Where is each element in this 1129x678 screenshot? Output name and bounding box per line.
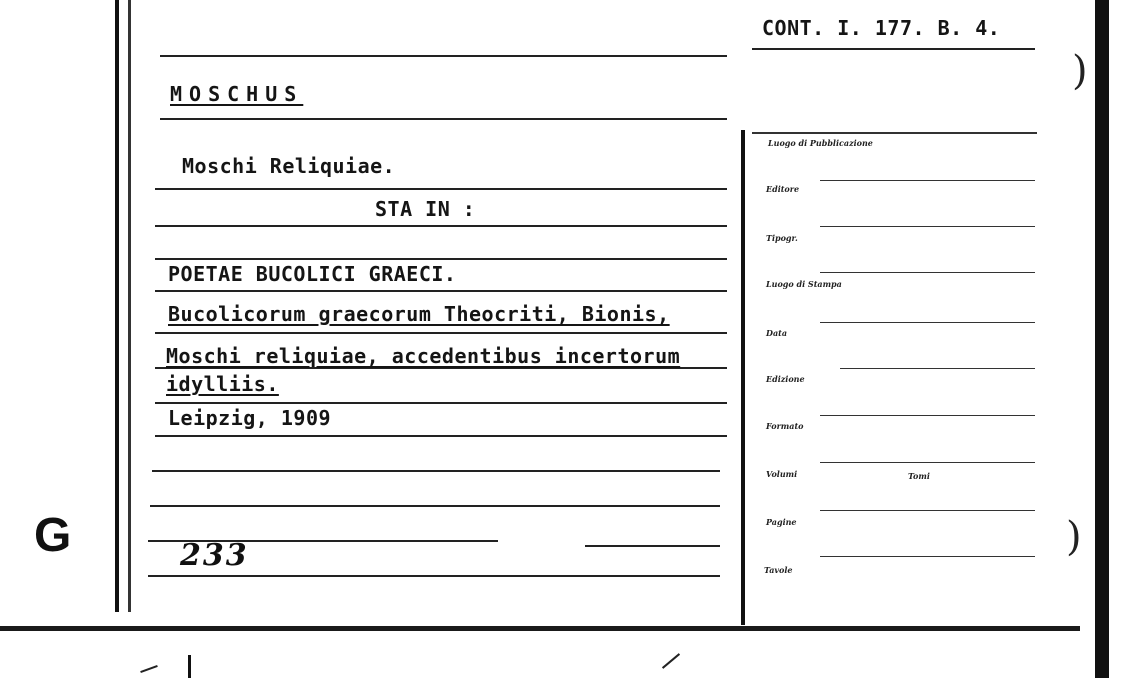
below-card-mark xyxy=(140,665,158,673)
rule-line xyxy=(152,470,720,472)
card-left-border xyxy=(115,0,119,612)
label-pagine: Pagine xyxy=(766,517,797,527)
form-line xyxy=(840,368,1035,369)
below-card-stroke xyxy=(188,655,191,678)
rule-line xyxy=(160,118,727,120)
side-letter: G xyxy=(34,509,72,562)
handwritten-number: 233 xyxy=(180,538,249,573)
title-text: Moschi Reliquiae. xyxy=(182,154,396,178)
rule-line xyxy=(155,290,727,292)
form-line xyxy=(820,322,1035,323)
right-edge-bar xyxy=(1095,0,1109,678)
rule-line xyxy=(155,332,727,334)
form-line xyxy=(820,556,1035,557)
call-number: CONT. I. 177. B. 4. xyxy=(762,16,1001,40)
label-tomi: Tomi xyxy=(908,471,930,481)
description-line-3: idylliis. xyxy=(166,372,279,396)
label-tavole: Tavole xyxy=(764,565,793,575)
description-line-2: Moschi reliquiae, accedentibus incertorum xyxy=(166,344,681,368)
place-year: Leipzig, 1909 xyxy=(168,406,332,430)
label-data: Data xyxy=(766,328,787,338)
card-bottom-edge xyxy=(0,626,1080,631)
label-formato: Formato xyxy=(766,421,804,431)
right-bracket-bottom: ) xyxy=(1066,514,1082,560)
form-line xyxy=(820,180,1035,181)
series-title: POETAE BUCOLICI GRAECI. xyxy=(168,262,457,286)
right-bracket-top: ) xyxy=(1072,48,1088,94)
form-top-line xyxy=(752,132,1037,134)
rule-line xyxy=(585,545,720,547)
form-panel-divider xyxy=(741,130,745,625)
rule-line xyxy=(155,258,727,260)
call-number-line xyxy=(752,48,1035,50)
label-tipografia: Tipogr. xyxy=(766,233,798,243)
label-volumi: Volumi xyxy=(766,469,798,479)
rule-line xyxy=(155,225,727,227)
form-line xyxy=(820,272,1035,273)
form-line xyxy=(820,226,1035,227)
rule-line xyxy=(155,435,727,437)
rule-line xyxy=(150,505,720,507)
label-editore: Editore xyxy=(766,184,800,194)
author-heading: MOSCHUS xyxy=(170,82,304,106)
rule-line xyxy=(148,575,720,577)
rule-line xyxy=(160,55,727,57)
rule-line xyxy=(155,188,727,190)
description-line-1: Bucolicorum graecorum Theocriti, Bionis, xyxy=(168,302,670,326)
sta-in-label: STA IN : xyxy=(375,197,476,221)
label-luogo-pubblicazione: Luogo di Pubblicazione xyxy=(768,138,873,148)
below-card-mark xyxy=(662,653,680,669)
rule-line xyxy=(155,402,727,404)
form-line xyxy=(820,510,1035,511)
label-edizione: Edizione xyxy=(766,374,805,384)
label-luogo-stampa: Luogo di Stampa xyxy=(766,279,842,289)
form-line xyxy=(820,462,1035,463)
card-left-border-inner xyxy=(128,0,131,612)
form-line xyxy=(820,415,1035,416)
